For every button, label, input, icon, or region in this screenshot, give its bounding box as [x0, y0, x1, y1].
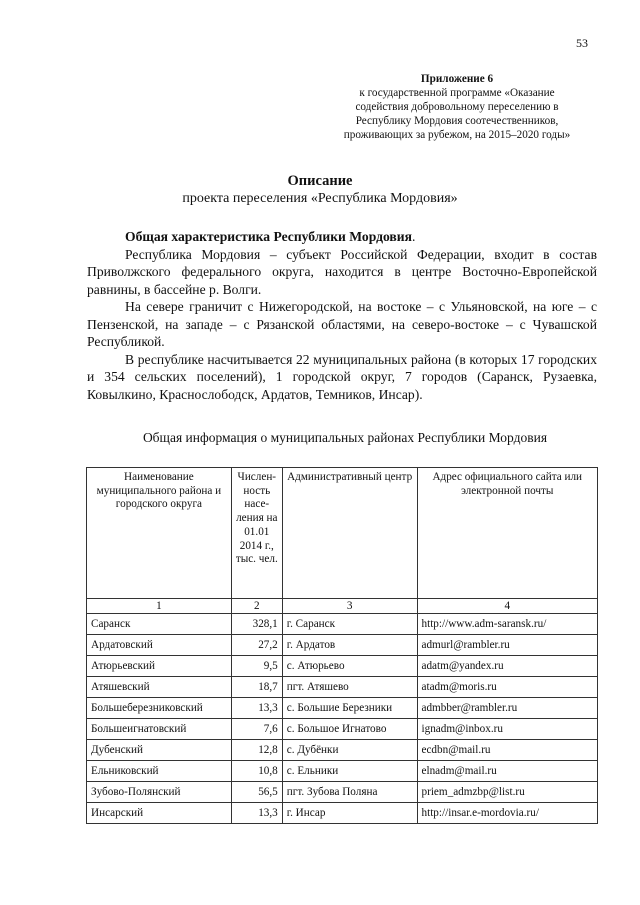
cell-contact[interactable]: admbber@rambler.ru — [417, 698, 598, 719]
cell-population: 9,5 — [231, 656, 282, 677]
header-center: Административный центр — [282, 468, 417, 599]
cell-name: Саранск — [87, 614, 232, 635]
cell-name: Большеигнатовский — [87, 719, 232, 740]
appendix-line: к государственной программе «Оказание — [359, 87, 555, 99]
general-heading-line — [87, 228, 597, 246]
column-number: 3 — [282, 599, 417, 614]
cell-contact[interactable]: ecdbn@mail.ru — [417, 740, 598, 761]
cell-name: Ельниковский — [87, 761, 232, 782]
paragraph: Республика Мордовия – субъект Российской Федерации, входит в состав Приволжского федерального округа, находится в центре Восточно-Европейской равнины, в бассейне р. Волги. — [87, 246, 597, 297]
cell-contact[interactable]: admurl@rambler.ru — [417, 635, 598, 656]
cell-population: 7,6 — [231, 719, 282, 740]
heading-period: . — [411, 229, 416, 244]
table-row — [87, 803, 598, 824]
table-row — [87, 635, 598, 656]
cell-center: с. Большие Березники — [282, 698, 417, 719]
table-header-row — [87, 468, 598, 599]
header-contact: Адрес официального сайта или электронной почты — [417, 468, 598, 599]
header-population: Числен-ность насе-ления на 01.01 2014 г., тыс. чел. — [231, 468, 282, 599]
cell-name: Зубово-Полянский — [87, 782, 232, 803]
cell-contact[interactable]: atadm@moris.ru — [417, 677, 598, 698]
table-row — [87, 614, 598, 635]
table-row — [87, 761, 598, 782]
cell-center: с. Дубёнки — [282, 740, 417, 761]
table-row — [87, 677, 598, 698]
cell-population: 12,8 — [231, 740, 282, 761]
cell-contact[interactable]: priem_admzbp@list.ru — [417, 782, 598, 803]
cell-population: 56,5 — [231, 782, 282, 803]
cell-contact[interactable]: http://insar.e-mordovia.ru/ — [417, 803, 598, 824]
cell-contact[interactable]: http://www.adm-saransk.ru/ — [417, 614, 598, 635]
cell-center: г. Инсар — [282, 803, 417, 824]
cell-name: Ардатовский — [87, 635, 232, 656]
cell-population: 328,1 — [231, 614, 282, 635]
general-section — [87, 228, 597, 403]
cell-center: с. Атюрьево — [282, 656, 417, 677]
cell-center: г. Ардатов — [282, 635, 417, 656]
column-number: 2 — [231, 599, 282, 614]
cell-name: Атяшевский — [87, 677, 232, 698]
page-number: 53 — [576, 36, 588, 50]
cell-population: 13,3 — [231, 698, 282, 719]
paragraph: На севере граничит с Нижегородской, на востоке – с Ульяновской, на юге – с Пензенской, на западе – с Рязанской областями, на северо-востоке – с Чувашской Республикой. — [87, 299, 597, 349]
column-number: 4 — [417, 599, 598, 614]
cell-name: Большеберезниковский — [87, 698, 232, 719]
table-row — [87, 656, 598, 677]
table-row — [87, 698, 598, 719]
appendix-title: Приложение 6 — [420, 73, 494, 85]
table-row — [87, 740, 598, 761]
cell-name: Инсарский — [87, 803, 232, 824]
cell-center: с. Большое Игнатово — [282, 719, 417, 740]
cell-center: пгт. Атяшево — [282, 677, 417, 698]
table-row — [87, 782, 598, 803]
column-number: 1 — [87, 599, 232, 614]
paragraph: В республике насчитывается 22 муниципальных района (в которых 17 городских и 354 сельских поселений), 1 городской округ, 7 городов (Саранск, Рузаевка, Ковылкино, Краснослободск, Ардатов, Темников, Инсар). — [87, 351, 597, 402]
cell-center: г. Саранск — [282, 614, 417, 635]
cell-center: пгт. Зубова Поляна — [282, 782, 417, 803]
cell-contact[interactable]: ignadm@inbox.ru — [417, 719, 598, 740]
cell-population: 27,2 — [231, 635, 282, 656]
cell-name: Атюрьевский — [87, 656, 232, 677]
cell-name: Дубенский — [87, 740, 232, 761]
table-row — [87, 719, 598, 740]
table-caption: Общая информация о муниципальных районах Республики Мордовия — [142, 430, 548, 445]
cell-population: 18,7 — [231, 677, 282, 698]
appendix-line: содействия добровольному переселению в — [355, 101, 559, 113]
column-number-row — [87, 599, 598, 614]
cell-contact[interactable]: adatm@yandex.ru — [417, 656, 598, 677]
municipal-table — [86, 467, 598, 824]
cell-population: 10,8 — [231, 761, 282, 782]
header-name: Наименование муниципального района и городского округа — [87, 468, 232, 599]
cell-contact[interactable]: elnadm@mail.ru — [417, 761, 598, 782]
appendix-line: проживающих за рубежом, на 2015–2020 годы» — [343, 129, 571, 141]
cell-center: с. Ельники — [282, 761, 417, 782]
appendix-block — [318, 72, 596, 142]
appendix-line: Республику Мордовия соотечественников, — [355, 115, 559, 127]
cell-population: 13,3 — [231, 803, 282, 824]
description-subtitle: проекта переселения «Республика Мордовия» — [182, 191, 458, 206]
description-title: Описание — [287, 173, 353, 189]
section-heading: Общая характеристика Республики Мордовия — [125, 229, 412, 244]
